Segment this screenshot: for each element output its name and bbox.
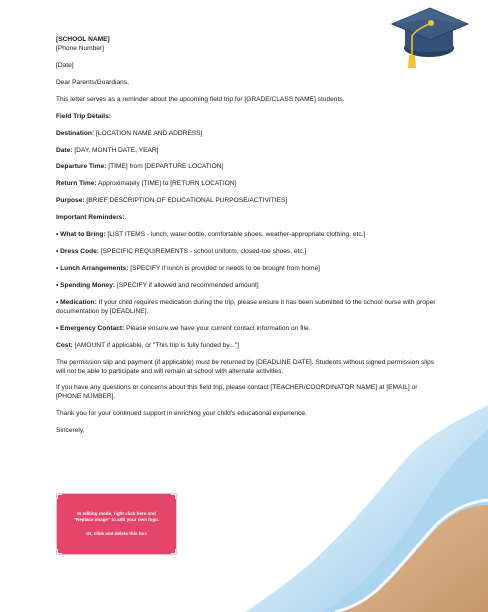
detail-value: [DAY, MONTH DATE, YEAR] (72, 146, 159, 154)
details-heading: Field Trip Details: (56, 112, 111, 120)
detail-label: Return Time: (56, 180, 97, 188)
cost-line (56, 342, 436, 351)
logo-instruction: In editing mode, right click here and "Replace image" to add your own logo. (73, 511, 160, 522)
detail-label: Purpose: (56, 197, 85, 205)
detail-value: Approximately [TIME] to [RETURN LOCATION] (96, 180, 237, 188)
reminder-label: • Spending Money: (56, 282, 116, 290)
corner-handle (57, 494, 62, 499)
intro-paragraph: This letter serves as a reminder about the upcoming field trip for [GRADE/CLASS NAME] students. (56, 95, 345, 103)
detail-label: Destination: (56, 129, 95, 137)
reminder-item (56, 248, 436, 257)
reminder-value: [LIST ITEMS - lunch, water bottle, comfortable shoes, weather-appropriate clothing, etc.] (105, 231, 366, 239)
detail-value: [BRIEF DESCRIPTION OF EDUCATIONAL PURPOSE/ACTIVITIES] (84, 197, 288, 205)
detail-label: Departure Time: (56, 163, 107, 171)
permission-paragraph: The permission slip and payment (if applicable) must be returned by [DEADLINE DATE]. Students without signed permission slips will not be able to participate and will remain at school with alternate activities. (56, 358, 435, 375)
logo-delete-hint: Or, click and delete this box (86, 531, 147, 536)
logo-placeholder[interactable] (56, 493, 177, 555)
letter-date: [Date] (56, 61, 74, 69)
reminder-item (56, 282, 436, 291)
reminder-item (56, 265, 436, 274)
reminder-item (56, 299, 436, 316)
reminder-value: [SPECIFY if allowed and recommended amount] (115, 282, 259, 290)
detail-return (56, 180, 436, 189)
detail-value: [TIME] from [DEPARTURE LOCATION] (106, 163, 224, 171)
reminder-value: If your child requires medication during the trip, please ensure it has been submitted to the school nurse with proper documentation by [DEADLINE]. (56, 299, 436, 315)
phone-number: [Phone Number] (56, 44, 105, 52)
thanks-paragraph: Thank you for your continued support in enriching your child's educational experience. (56, 410, 307, 418)
questions-paragraph: If you have any questions or concerns about this field trip, please contact [TEACHER/COORDINATOR NAME] at [EMAIL] or [PHONE NUMBER]. (56, 384, 418, 401)
reminder-item (56, 325, 436, 334)
detail-destination (56, 130, 436, 139)
reminder-label: • Medication: (56, 299, 97, 307)
cost-label: Cost: (56, 341, 73, 349)
greeting: Dear Parents/Guardians, (56, 78, 129, 86)
corner-handle (171, 549, 176, 554)
reminder-item (56, 231, 436, 240)
reminder-value: [SPECIFY if lunch is provided or needs to be brought from home] (128, 265, 320, 273)
school-name: [SCHOOL NAME] (56, 36, 110, 43)
letter-body (56, 36, 436, 444)
reminder-value: [SPECIFIC REQUIREMENTS - school uniform, closed-toe shoes, etc.] (98, 248, 307, 256)
detail-date (56, 147, 436, 156)
reminder-label: • Emergency Contact: (56, 324, 125, 332)
detail-label: Date: (56, 146, 73, 154)
reminder-value: Please ensure we have your current contact information on file. (124, 324, 311, 332)
corner-handle (171, 494, 176, 499)
reminder-label: • Lunch Arrangements: (56, 265, 129, 273)
closing: Sincerely, (56, 427, 85, 435)
reminders-heading: Important Reminders: (56, 214, 125, 222)
detail-purpose (56, 197, 436, 206)
reminder-label: • What to Bring: (56, 231, 106, 239)
detail-value: [LOCATION NAME AND ADDRESS] (94, 129, 203, 137)
reminder-label: • Dress Code: (56, 248, 99, 256)
detail-departure (56, 163, 436, 172)
corner-handle (57, 549, 62, 554)
cost-value: [AMOUNT if applicable, or "This trip is fully funded by..."] (72, 341, 239, 349)
